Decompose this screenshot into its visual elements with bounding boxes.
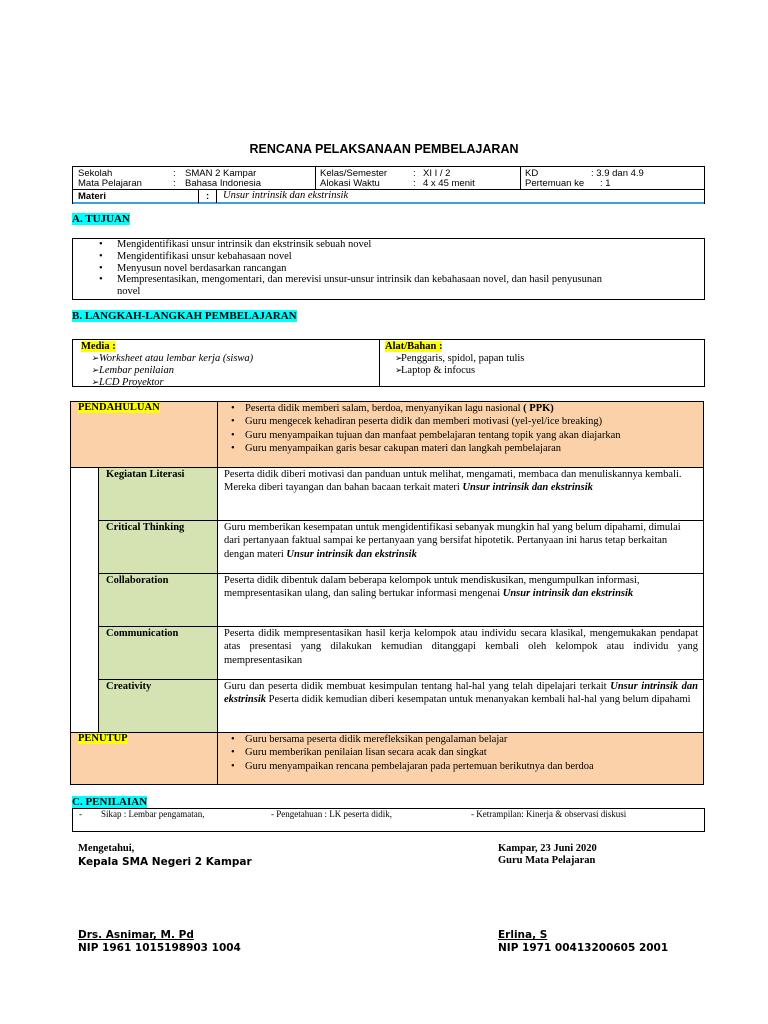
pertemuan-label: Pertemuan ke bbox=[525, 178, 585, 189]
media-item: ➢ Worksheet atau lembar kerja (siswa) bbox=[81, 353, 371, 365]
steps-table bbox=[70, 401, 704, 785]
kd-value: : 3.9 dan 4.9 bbox=[591, 168, 644, 179]
mapel-colon: : bbox=[173, 178, 176, 189]
kelas-label: Kelas/Semester bbox=[320, 168, 388, 179]
sig-right-line1: Kampar, 23 Juni 2020 bbox=[498, 843, 597, 854]
penutup-label: PENUTUP bbox=[78, 733, 128, 744]
alat-label: Alat/Bahan : bbox=[385, 341, 443, 352]
critical-text: Guru memberikan kesempatan untuk mengidentifikasi sebanyak mungkin hal yang belum dipahami, dimulai dari pertanyaan faktual sampai ke pertanyaan yang bersifat hipotetik. Pertanyaan ini harus tetap berkaitan dengan materi Unsur intrinsik dan ekstrinsik bbox=[224, 522, 681, 560]
creat-text: Guru dan peserta didik membuat kesimpulan tentang hal-hal yang telah dipelajari terkait Unsur intrinsik dan ekstrinsik Peserta didik kemudian diberi kesempatan untuk menanyakan kembali hal-hal yang belum dipahami bbox=[224, 681, 699, 706]
creat-label: Creativity bbox=[106, 681, 152, 692]
media-box bbox=[72, 339, 705, 387]
kd-label: KD bbox=[525, 168, 539, 179]
pendahuluan-label: PENDAHULUAN bbox=[78, 402, 160, 413]
materi-label: Materi bbox=[78, 191, 106, 202]
list-item: • Guru bersama peserta didik merefleksikan pengalaman belajar bbox=[219, 733, 594, 746]
list-item: • Guru menyampaikan rencana pembelajaran pada pertemuan berikutnya dan berdoa bbox=[219, 760, 594, 773]
literasi-label: Kegiatan Literasi bbox=[106, 469, 185, 480]
sig-right-line2: Guru Mata Pelajaran bbox=[498, 855, 596, 866]
collab-text: Peserta didik dibentuk dalam beberapa kelompok untuk mendiskusikan, mengumpulkan informasi, mempresentasikan ulang, dan saling bertukar informasi mengenai Unsur intrinsik dan ekstrinsik bbox=[224, 575, 640, 600]
critical-label: Critical Thinking bbox=[106, 522, 185, 533]
list-item-continued: novel bbox=[117, 286, 141, 298]
list-item: • Guru memberikan penilaian lisan secara acak dan singkat bbox=[219, 746, 594, 759]
materi-colon: : bbox=[206, 191, 210, 202]
list-item: • Mempresentasikan, mengomentari, dan merevisi unsur-unsur intrinsik dan kebahasaan novel, dan hasil penyusunan bbox=[73, 274, 704, 286]
alokasi-label: Alokasi Waktu bbox=[320, 178, 380, 189]
sig-left-nip: NIP 1961 1015198903 1004 bbox=[78, 942, 241, 954]
mapel-value: Bahasa Indonesia bbox=[185, 178, 262, 189]
sig-left-line2: Kepala SMA Negeri 2 Kampar bbox=[78, 856, 252, 868]
info-table bbox=[72, 166, 705, 204]
list-item: • Menyusun novel berdasarkan rancangan bbox=[73, 263, 704, 275]
collab-label: Collaboration bbox=[106, 575, 169, 586]
penilaian-keterampilan: - Ketrampilan: Kinerja & observasi diskusi bbox=[471, 809, 627, 819]
list-item: • Guru mengecek kehadiran peserta didik dan memberi motivasi (yel-yel/ice breaking) bbox=[219, 415, 621, 428]
page-title: RENCANA PELAKSANAAN PEMBELAJARAN bbox=[249, 142, 519, 156]
materi-row bbox=[73, 190, 704, 204]
media-item: ➢ Lembar penilaian bbox=[81, 365, 371, 377]
materi-value: Unsur intrinsik dan ekstrinsik bbox=[223, 190, 349, 201]
sig-left-name: Drs. Asnimar, M. Pd bbox=[78, 929, 194, 941]
penutup-list bbox=[219, 733, 594, 773]
list-item: • Peserta didik memberi salam, berdoa, menyanyikan lagu nasional ( PPK) bbox=[219, 402, 621, 415]
pendahuluan-list bbox=[219, 402, 621, 455]
list-item: • Guru menyampaikan tujuan dan manfaat pembelajaran tentang topik yang akan diajarkan bbox=[219, 429, 621, 442]
alokasi-colon: : bbox=[413, 178, 416, 189]
sekolah-value: SMAN 2 Kampar bbox=[185, 168, 257, 179]
sekolah-colon: : bbox=[173, 168, 176, 179]
list-item: • Mengidentifikasi unsur intrinsik dan ekstrinsik sebuah novel bbox=[73, 239, 704, 251]
kelas-colon: : bbox=[413, 168, 416, 179]
sig-right-name: Erlina, S bbox=[498, 929, 548, 941]
sekolah-label: Sekolah bbox=[78, 168, 113, 179]
kelas-value: XI I / 2 bbox=[423, 168, 451, 179]
tujuan-heading: A. TUJUAN bbox=[72, 213, 130, 225]
alat-item: ➢ Penggaris, spidol, papan tulis bbox=[385, 353, 695, 365]
sig-left-line1: Mengetahui, bbox=[78, 843, 135, 854]
penilaian-dash: - bbox=[79, 809, 82, 819]
sig-right-nip: NIP 1971 00413200605 2001 bbox=[498, 942, 669, 954]
media-label: Media : bbox=[81, 341, 116, 352]
alokasi-value: 4 x 45 menit bbox=[423, 178, 475, 189]
langkah-heading: B. LANGKAH-LANGKAH PEMBELAJARAN bbox=[72, 310, 297, 322]
list-item: • Mengidentifikasi unsur kebahasaan novel bbox=[73, 251, 704, 263]
comm-label: Communication bbox=[106, 628, 179, 639]
media-item: ➢ LCD Proyektor bbox=[81, 377, 371, 389]
pertemuan-value: : 1 bbox=[600, 178, 611, 189]
tujuan-box bbox=[72, 238, 705, 300]
penilaian-box bbox=[72, 808, 705, 832]
comm-text: Peserta didik mempresentasikan hasil kerja kelompok atau individu secara klasikal, mengemukakan pendapat atas presentasi yang dilakukan kemudian ditanggapi kembali oleh kelompok atau individu yang mempresentasikan bbox=[224, 628, 698, 666]
literasi-text: Peserta didik diberi motivasi dan panduan untuk melihat, mengamati, membaca dan menuliskannya kembali. Mereka diberi tayangan dan bahan bacaan terkait materi Unsur intrinsik dan ekstrinsik bbox=[224, 469, 682, 494]
tujuan-list bbox=[73, 239, 704, 286]
list-item: • Guru menyampaikan garis besar cakupan materi dan langkah pembelajaran bbox=[219, 442, 621, 455]
penilaian-sikap: Sikap : Lembar pengamatan, bbox=[101, 809, 205, 819]
penilaian-pengetahuan: - Pengetahuan : LK peserta didik, bbox=[271, 809, 392, 819]
mapel-label: Mata Pelajaran bbox=[78, 178, 142, 189]
penilaian-heading: C. PENILAIAN bbox=[72, 796, 148, 808]
alat-item: ➢ Laptop & infocus bbox=[385, 365, 695, 377]
